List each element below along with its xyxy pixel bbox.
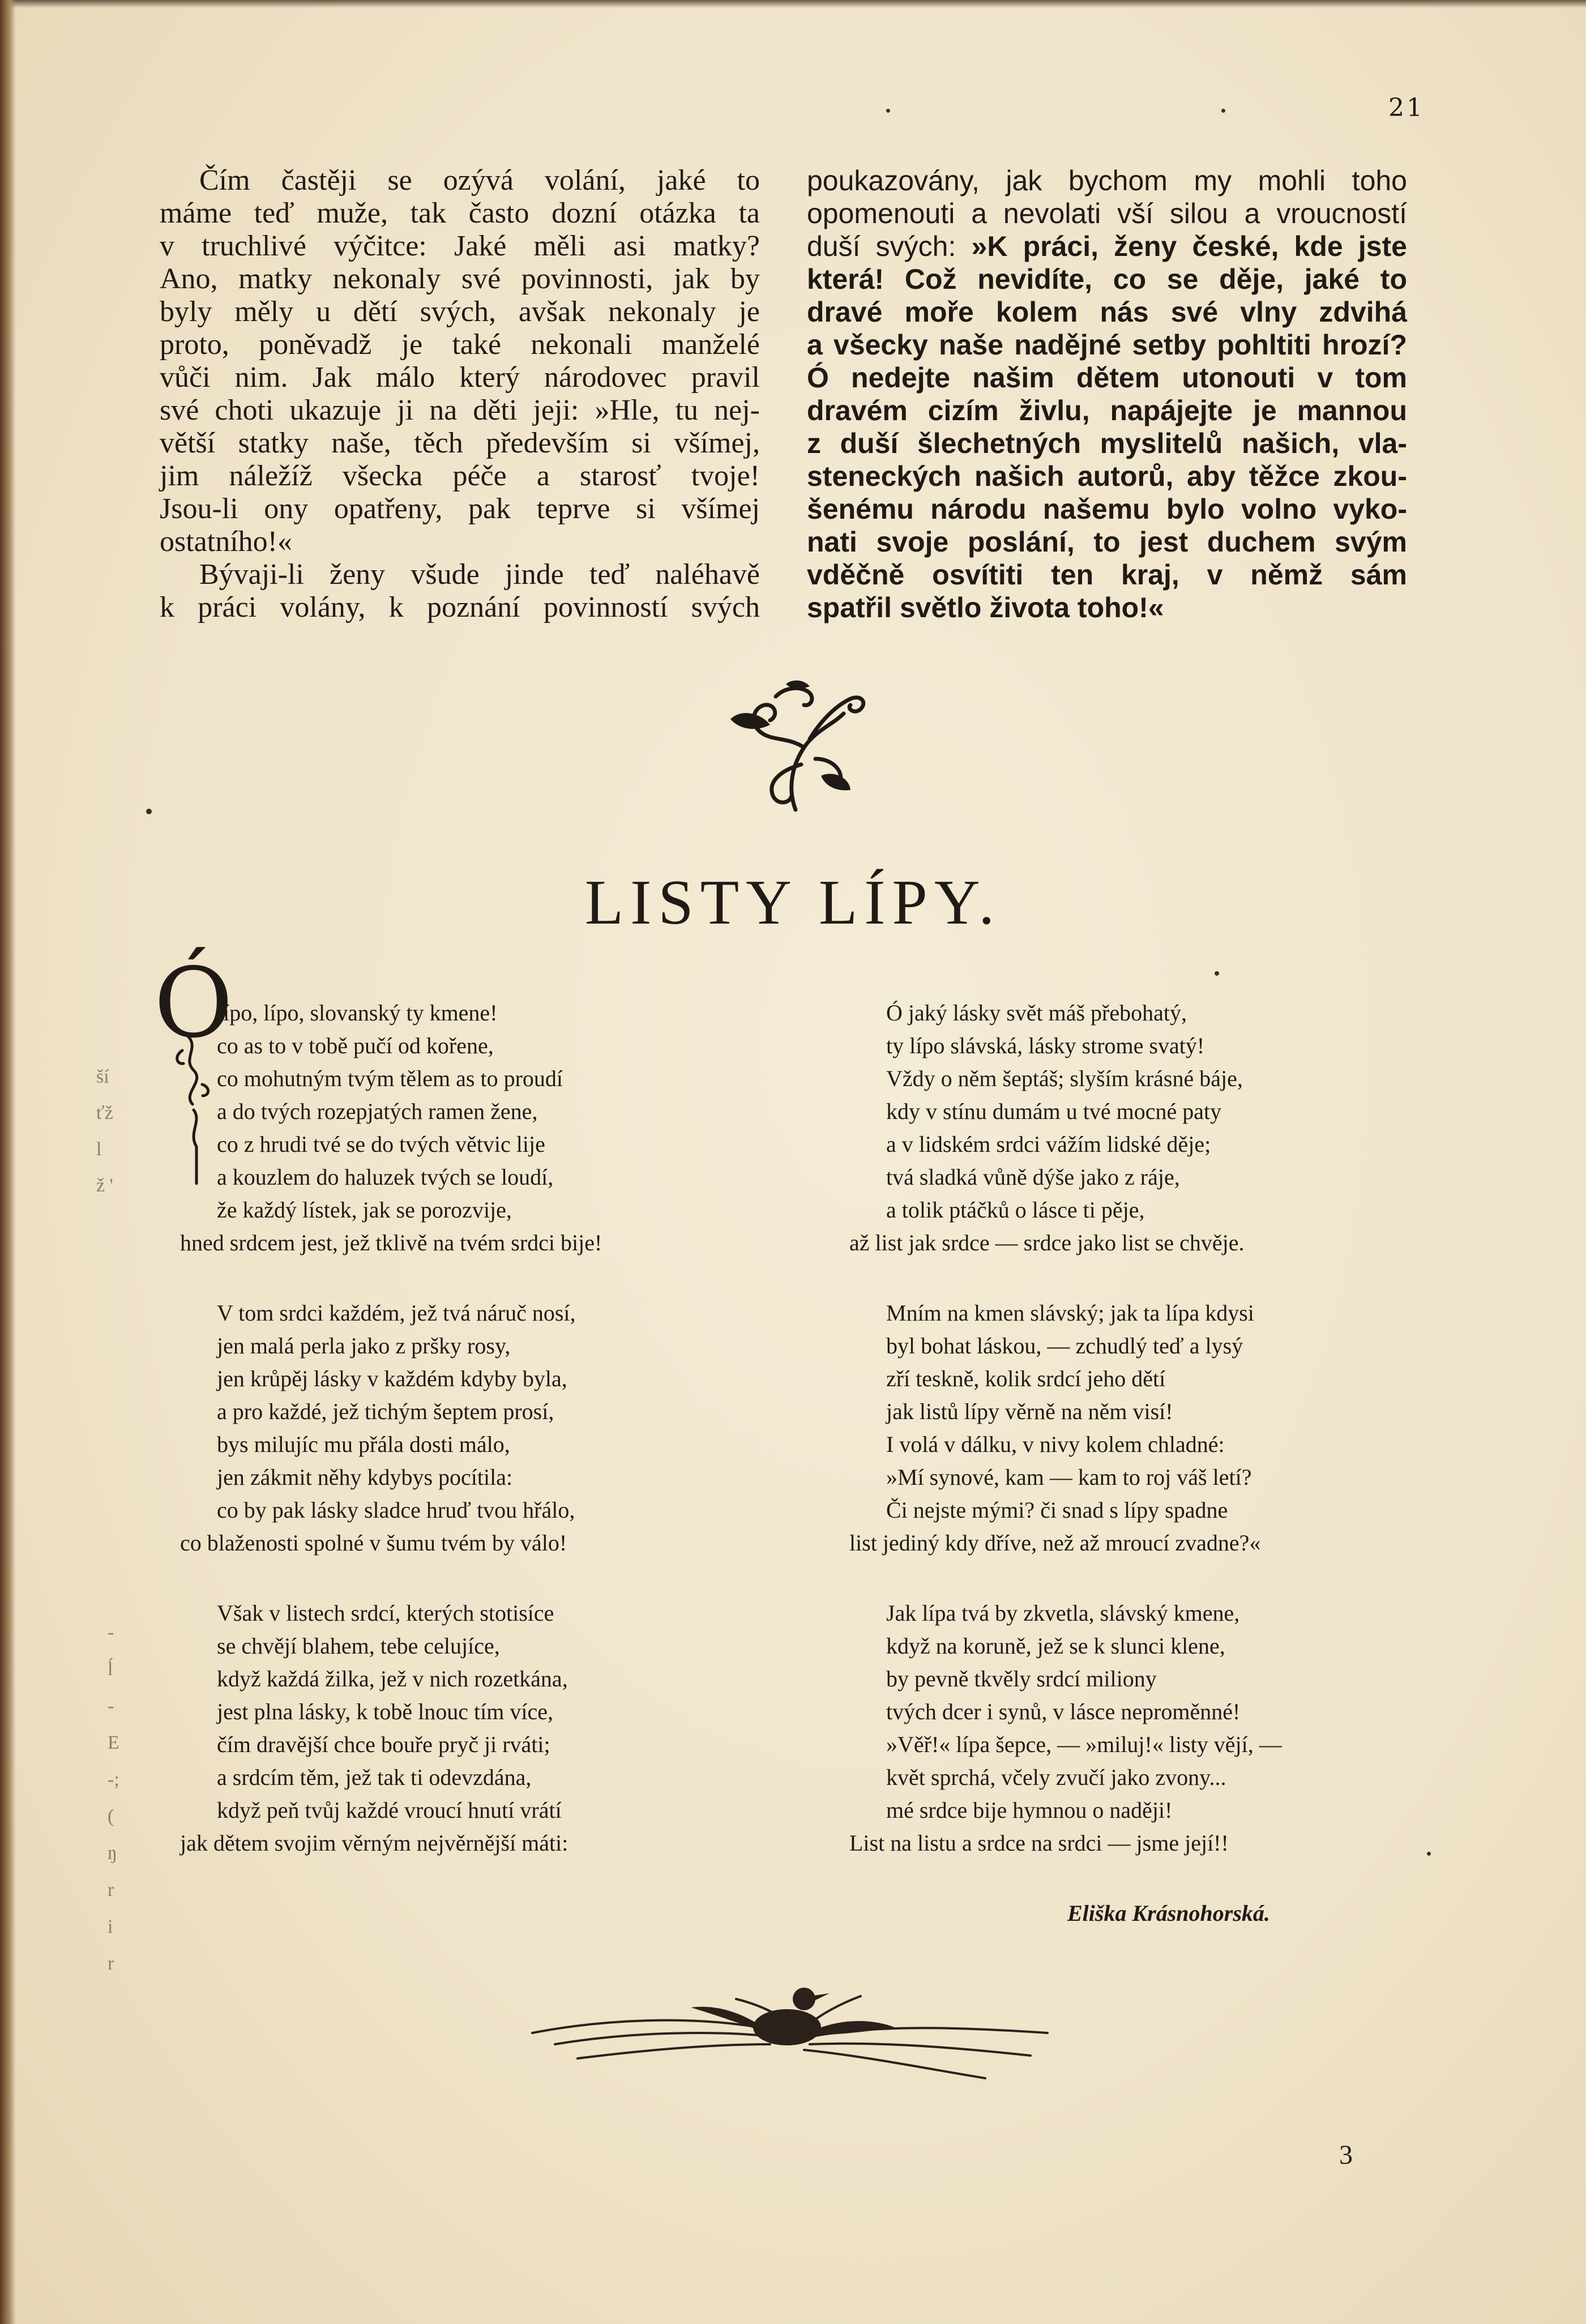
prose-line: dravém cizím živlu, napájejte je mannou [807,395,1407,426]
poem-stanza [180,997,602,1259]
verse-line: co by pak lásky sladce hruď tvou hřálo, [217,1497,575,1523]
verse-line: se chvějí blahem, tebe celujíce, [217,1633,500,1659]
prose-line: ostatního!« [160,526,292,558]
verse-line: byl bohat láskou, — zchudlý teď a lysý [886,1333,1243,1358]
page-spine-edge [0,0,16,2324]
verse-line: lípo, lípo, slovanský ty kmene! [217,1000,498,1026]
verse-line: tvých dcer i synů, v lásce neproměnné! [886,1699,1241,1724]
margin-mark: -; [108,1769,119,1790]
verse-line: zří teskně, kolik srdcí jeho dětí [886,1366,1166,1391]
prose-line: Ó nedejte našim dětem utonouti v tom [807,362,1407,394]
printing-speck [1221,109,1225,113]
margin-mark: r [108,1953,114,1974]
prose-line: dravé moře kolem nás své vlny zdvihá [807,296,1407,328]
verse-line: jest plna lásky, k tobě lnouc tím více, [217,1699,553,1724]
verse-line: Či nejste mými? či snad s lípy spadne [886,1497,1228,1523]
verse-line: že každý lístek, jak se porozvije, [217,1197,512,1223]
printing-speck [886,109,890,113]
signature-mark: 3 [1339,2140,1353,2170]
prose-line: proto, poněvadž je také nekonali manželé [160,328,760,361]
poem-stanza [849,997,1245,1259]
verse-line: a do tvých rozepjatých ramen žene, [217,1099,538,1124]
page-top-edge [0,0,1586,8]
prose-line: a všecky naše nadějné setby pohltiti hrozí? [807,329,1407,361]
verse-line: a pro každé, jež tichým šeptem prosí, [217,1399,554,1424]
verse-line: »Mí synové, kam — kam to roj váš letí? [886,1464,1252,1490]
verse-line: co blaženosti spolné v šumu tvém by válo! [180,1530,567,1556]
printing-speck [1215,971,1219,976]
margin-mark: E [108,1732,119,1753]
prose-line: byly měly u dětí svých, avšak nekonaly je [160,296,760,328]
prose-line: Čím častěji se ozývá volání, jaké to [199,164,760,196]
verse-line: Však v listech srdcí, kterých stotisíce [217,1600,554,1626]
prose-line: vůči nim. Jak málo který národovec pravil [160,361,760,394]
prose-line: z duší šlechetných myslitelů našich, vla- [807,428,1407,459]
verse-line: když na koruně, jež se k slunci klene, [886,1633,1225,1659]
verse-line: »Věř!« lípa šepce, — »miluj!« listy vějí, — [886,1732,1282,1757]
verse-line: co mohutným tvým tělem as to proudí [217,1066,563,1091]
verse-line: by pevně tkvěly srdcí miliony [886,1666,1157,1691]
margin-mark: ( [108,1806,114,1827]
poem-stanza [849,1297,1260,1560]
prose-left-column [160,164,760,624]
verse-line: květ sprchá, včely zvučí jako zvony... [886,1765,1226,1790]
verse-line: když peň tvůj každé vroucí hnutí vrátí [217,1797,562,1823]
margin-mark: - [108,1622,114,1643]
prose-right-column [807,164,1407,624]
prose-line: máme teď muže, tak často dozní otázka ta [160,197,760,229]
printing-speck [146,809,152,814]
prose-line: spatřil světlo života toho!« [807,592,1164,623]
prose-line: své choti ukazuje ji na děti jeji: »Hle, tu nej- [160,394,760,426]
margin-mark: i [108,1916,113,1937]
page-number: 21 [1388,93,1425,122]
margin-mark: - [108,1695,114,1716]
floral-ornament-icon [719,674,872,815]
verse-line: až list jak srdce — srdce jako list se chvěje. [849,1230,1245,1255]
poem-stanza [180,1597,568,1860]
verse-line: Vždy o něm šeptáš; slyším krásné báje, [886,1066,1243,1091]
prose-line: opomenouti a nevolati vší silou a vroucností [807,198,1407,229]
verse-line: a tolik ptáčků o lásce ti pěje, [886,1197,1145,1223]
margin-marks-upper [96,1059,147,1204]
author-signature: Eliška Krásnohorská. [1067,1900,1270,1926]
margin-mark: ťž [96,1103,113,1123]
verse-line: list jediný kdy dříve, než až mroucí zvadne?« [849,1530,1261,1556]
prose-line: Jsou-li ony opatřeny, pak teprve si všímej [160,493,760,525]
prose-line-mixed [807,230,1407,263]
prose-line: k práci volány, k poznání povinností svých [160,591,760,623]
verse-line: jen malá perla jako z pršky rosy, [217,1333,511,1358]
prose-fragment: duší svých: [807,230,972,262]
verse-line: čím dravější chce bouře pryč ji rváti; [217,1732,550,1757]
prose-line: Ano, matky nekonaly své povinnosti, jak by [160,263,760,295]
verse-line: a srdcím těm, jež tak ti odevzdána, [217,1765,532,1790]
prose-line: Bývaji-li ženy všude jinde teď naléhavě [199,558,760,591]
verse-line: Jak lípa tvá by zkvetla, slávský kmene, [886,1600,1240,1626]
margin-mark: ší [96,1066,109,1087]
verse-line: jen krůpěj lásky v každém kdyby byla, [217,1366,567,1391]
margin-mark: ŋ [108,1843,117,1864]
prose-line: jim náležíž všecka péče a starosť tvoje! [160,460,760,492]
printing-speck [1427,1852,1431,1856]
dropcap-letter: Ó [154,947,233,1060]
verse-line: I volá v dálku, v nivy kolem chladné: [886,1432,1225,1457]
prose-line: šenému národu našemu bylo volno vyko- [807,493,1407,525]
verse-line: Ó jaký lásky svět máš přebohatý, [886,1000,1187,1026]
verse-line: Mním na kmen slávský; jak ta lípa kdysi [886,1300,1254,1326]
verse-line: hned srdcem jest, jež tklivě na tvém srdci bije! [180,1230,602,1255]
prose-line: steneckých našich autorů, aby těžce zkou- [807,460,1407,492]
verse-line: co as to v tobě pučí od kořene, [217,1033,494,1058]
margin-mark: ĺ [108,1659,113,1680]
prose-line: v truchlivé výčitce: Jaké měli asi matky? [160,230,760,262]
poem-stanza [180,1297,576,1560]
verse-line: ty lípo slávská, lásky strome svatý! [886,1033,1205,1058]
margin-mark: ž ' [96,1175,113,1196]
verse-line: jak dětem svojim věrným nejvěrnější máti: [180,1830,568,1856]
verse-line: mé srdce bije hymnou o naději! [886,1797,1173,1823]
verse-line: a v lidském srdci vážím lidské děje; [886,1131,1211,1157]
prose-line: větší statky naše, těch především si všímej, [160,427,760,459]
verse-line: jak listů lípy věrně na něm visí! [886,1399,1173,1424]
bird-vignette-icon [521,1965,1059,2084]
margin-mark: r [108,1879,114,1900]
verse-line: kdy v stínu dumám u tvé mocné paty [886,1099,1222,1124]
verse-line: a kouzlem do haluzek tvých se loudí, [217,1164,554,1190]
poem-title: LISTY LÍPY. [584,868,1002,938]
poem-stanza [849,1597,1282,1860]
verse-line: bys milujíc mu přála dosti málo, [217,1432,510,1457]
verse-line: jen zákmit něhy kdybys pocítila: [217,1464,513,1490]
prose-line: poukazovány, jak bychom my mohli toho [807,165,1407,196]
margin-mark: l [96,1139,102,1160]
verse-line: když každá žilka, jež v nich rozetkána, [217,1666,568,1691]
prose-line: která! Což nevidíte, co se děje, jaké to [807,263,1407,295]
margin-marks-lower [108,1614,147,1982]
prose-fragment-bold: »K práci, ženy české, kde jste [971,230,1407,262]
prose-line: nati svoje poslání, to jest duchem svým [807,526,1407,558]
verse-line: List na listu a srdce na srdci — jsme její!! [849,1830,1229,1856]
verse-line: V tom srdci každém, jež tvá náruč nosí, [217,1300,576,1326]
verse-line: co z hrudi tvé se do tvých větvic lije [217,1131,545,1157]
verse-line: tvá sladká vůně dýše jako z ráje, [886,1164,1180,1190]
prose-line: vděčně osvítiti ten kraj, v němž sám [807,559,1407,591]
